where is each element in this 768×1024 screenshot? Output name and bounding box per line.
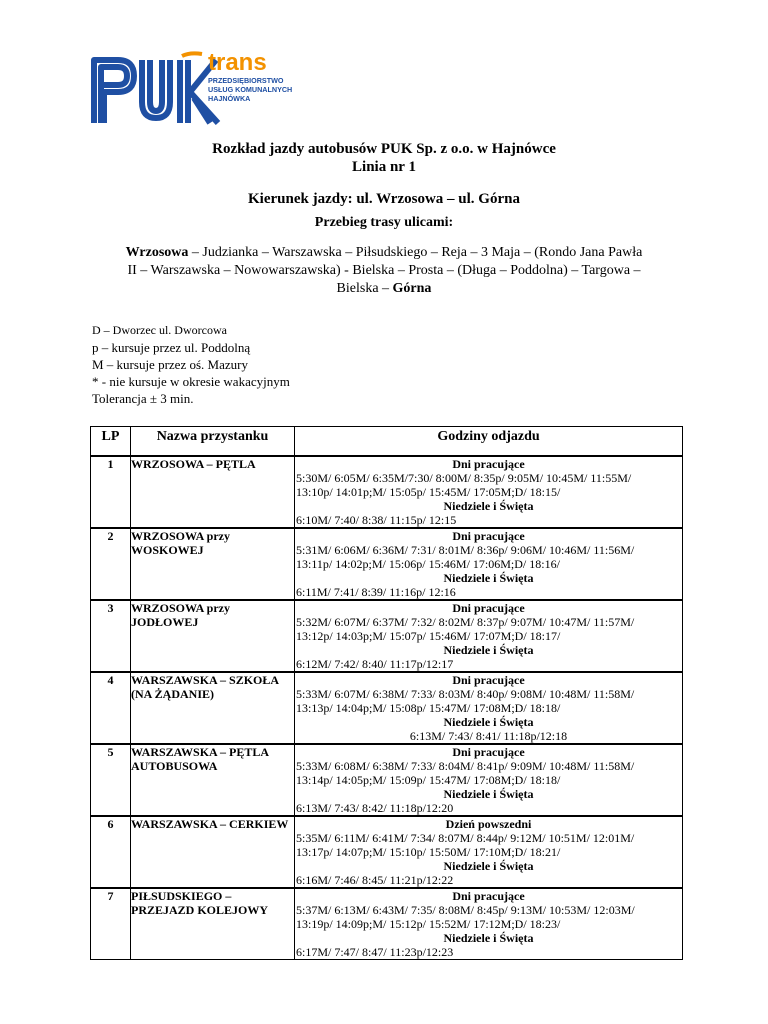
holiday-label: Niedziele i Święta (443, 715, 534, 729)
weekday-times: 13:13p/ 14:04p;M/ 15:08p/ 15:47M/ 17:08M;D/ 18:18/ (296, 701, 561, 715)
weekday-times: 13:19p/ 14:09p;M/ 15:12p/ 15:52M/ 17:12M;D/ 18:23/ (296, 917, 561, 931)
legend-item: Tolerancja ± 3 min. (92, 391, 194, 406)
route-line3: Bielska – (336, 281, 393, 296)
holiday-label: Niedziele i Święta (443, 571, 534, 585)
weekday-label: Dni pracujące (452, 457, 525, 471)
holiday-times: 6:17M/ 7:47/ 8:47/ 11:23p/12:23 (296, 945, 454, 959)
route-line1: – Judzianka – Warszawska – Piłsudskiego – Reja – 3 Maja – (Rondo Jana Pawła (188, 245, 643, 260)
weekday-times: 5:33M/ 6:07M/ 6:38M/ 7:33/ 8:03M/ 8:40p/ 9:08M/ 10:48M/ 11:58M/ (296, 687, 635, 701)
stop-number: 5 (91, 744, 131, 816)
holiday-times: 6:10M/ 7:40/ 8:38/ 11:15p/ 12:15 (296, 513, 457, 527)
weekday-times: 5:30M/ 6:05M/ 6:35M/7:30/ 8:00M/ 8:35p/ 9:05M/ 10:45M/ 11:55M/ (296, 471, 632, 485)
puk-trans-logo (90, 50, 305, 125)
route-heading: Przebieg trasy ulicami: (314, 215, 454, 230)
weekday-times: 13:10p/ 14:01p;M/ 15:05p/ 15:45M/ 17:05M;D/ 18:15/ (296, 485, 561, 499)
stop-number: 3 (91, 600, 131, 672)
departure-times (295, 528, 683, 600)
weekday-times: 5:32M/ 6:07M/ 6:37M/ 7:32/ 8:02M/ 8:37p/ 9:07M/ 10:47M/ 11:57M/ (296, 615, 635, 629)
table-row (91, 528, 683, 600)
holiday-label: Niedziele i Święta (443, 787, 534, 801)
departure-times (295, 456, 683, 528)
stop-name: WRZOSOWA – PĘTLA (131, 456, 295, 528)
legend-item: M – kursuje przez oś. Mazury (92, 357, 248, 372)
document-title: Rozkład jazdy autobusów PUK Sp. z o.o. w Hajnówce (212, 141, 556, 157)
stop-number: 1 (91, 456, 131, 528)
header-departure-times: Godziny odjazdu (295, 427, 683, 457)
legend (92, 322, 492, 407)
svg-text:PRZEDSIĘBIORSTWO: PRZEDSIĘBIORSTWO (208, 76, 284, 85)
stop-name: WARSZAWSKA – CERKIEW (131, 816, 295, 888)
departure-times (295, 816, 683, 888)
stop-name: WRZOSOWA przy WOSKOWEJ (131, 528, 295, 600)
departure-times (295, 672, 683, 744)
holiday-label: Niedziele i Święta (443, 859, 534, 873)
timetable (90, 426, 683, 960)
weekday-times: 5:33M/ 6:08M/ 6:38M/ 7:33/ 8:04M/ 8:41p/ 9:09M/ 10:48M/ 11:58M/ (296, 759, 635, 773)
holiday-label: Niedziele i Święta (443, 499, 534, 513)
svg-text:USŁUG KOMUNALNYCH: USŁUG KOMUNALNYCH (208, 85, 293, 94)
holiday-times: 6:16M/ 7:46/ 8:45/ 11:21p/12:22 (296, 873, 454, 887)
table-row (91, 888, 683, 960)
weekday-times: 5:31M/ 6:06M/ 6:36M/ 7:31/ 8:01M/ 8:36p/ 9:06M/ 10:46M/ 11:56M/ (296, 543, 635, 557)
weekday-label: Dni pracujące (452, 745, 525, 759)
stop-number: 2 (91, 528, 131, 600)
stop-name: PIŁSUDSKIEGO – PRZEJAZD KOLEJOWY (131, 888, 295, 960)
stop-name: WARSZAWSKA – SZKOŁA (NA ŻĄDANIE) (131, 672, 295, 744)
weekday-times: 13:17p/ 14:07p;M/ 15:10p/ 15:50M/ 17:10M;D/ 18:21/ (296, 845, 561, 859)
header-stop-name: Nazwa przystanku (131, 427, 295, 457)
table-row (91, 744, 683, 816)
stop-number: 6 (91, 816, 131, 888)
weekday-times: 13:14p/ 14:05p;M/ 15:09p/ 15:47M/ 17:08M;D/ 18:18/ (296, 773, 561, 787)
departure-times (295, 744, 683, 816)
weekday-label: Dni pracujące (452, 673, 525, 687)
legend-item: * - nie kursuje w okresie wakacyjnym (92, 374, 290, 389)
direction: Kierunek jazdy: ul. Wrzosowa – ul. Górna (248, 191, 520, 207)
departure-times (295, 600, 683, 672)
holiday-label: Niedziele i Święta (443, 643, 534, 657)
line-number: Linia nr 1 (352, 159, 416, 175)
timetable-header-row (91, 427, 683, 457)
stop-number: 7 (91, 888, 131, 960)
weekday-times: 13:11p/ 14:02p;M/ 15:06p/ 15:46M/ 17:06M;D/ 18:16/ (296, 557, 560, 571)
table-row (91, 672, 683, 744)
route-start: Wrzosowa (125, 245, 189, 260)
weekday-times: 13:12p/ 14:03p;M/ 15:07p/ 15:46M/ 17:07M;D/ 18:17/ (296, 629, 561, 643)
svg-text:trans: trans (208, 50, 267, 76)
header-lp: LP (91, 427, 131, 457)
weekday-label: Dni pracujące (452, 889, 525, 903)
departure-times (295, 888, 683, 960)
holiday-label: Niedziele i Święta (443, 931, 534, 945)
table-row (91, 600, 683, 672)
holiday-times: 6:11M/ 7:41/ 8:39/ 11:16p/ 12:16 (296, 585, 456, 599)
weekday-label: Dni pracujące (452, 601, 525, 615)
route-end: Górna (392, 281, 432, 296)
stop-number: 4 (91, 672, 131, 744)
table-row (91, 816, 683, 888)
stop-name: WRZOSOWA przy JODŁOWEJ (131, 600, 295, 672)
holiday-times: 6:13M/ 7:43/ 8:42/ 11:18p/12:20 (296, 801, 454, 815)
weekday-times: 5:37M/ 6:13M/ 6:43M/ 7:35/ 8:08M/ 8:45p/ 9:13M/ 10:53M/ 12:03M/ (296, 903, 635, 917)
route-line2: II – Warszawska – Nowowarszawska) - Bielska – Prosta – (Długa – Poddolna) – Targowa – (127, 263, 641, 278)
weekday-times: 5:35M/ 6:11M/ 6:41M/ 7:34/ 8:07M/ 8:44p/ 9:12M/ 10:51M/ 12:01M/ (296, 831, 635, 845)
holiday-times: 6:12M/ 7:42/ 8:40/ 11:17p/12:17 (296, 657, 454, 671)
route-description (92, 244, 676, 298)
svg-text:HAJNÓWKA: HAJNÓWKA (208, 94, 251, 103)
table-row (91, 456, 683, 528)
stop-name: WARSZAWSKA – PĘTLA AUTOBUSOWA (131, 744, 295, 816)
weekday-label: Dni pracujące (452, 529, 525, 543)
legend-item: p – kursuje przez ul. Poddolną (92, 340, 251, 355)
weekday-label: Dzień powszedni (445, 817, 532, 831)
holiday-times: 6:13M/ 7:43/ 8:41/ 11:18p/12:18 (409, 729, 568, 743)
legend-item: D – Dworzec ul. Dworcowa (92, 323, 227, 337)
